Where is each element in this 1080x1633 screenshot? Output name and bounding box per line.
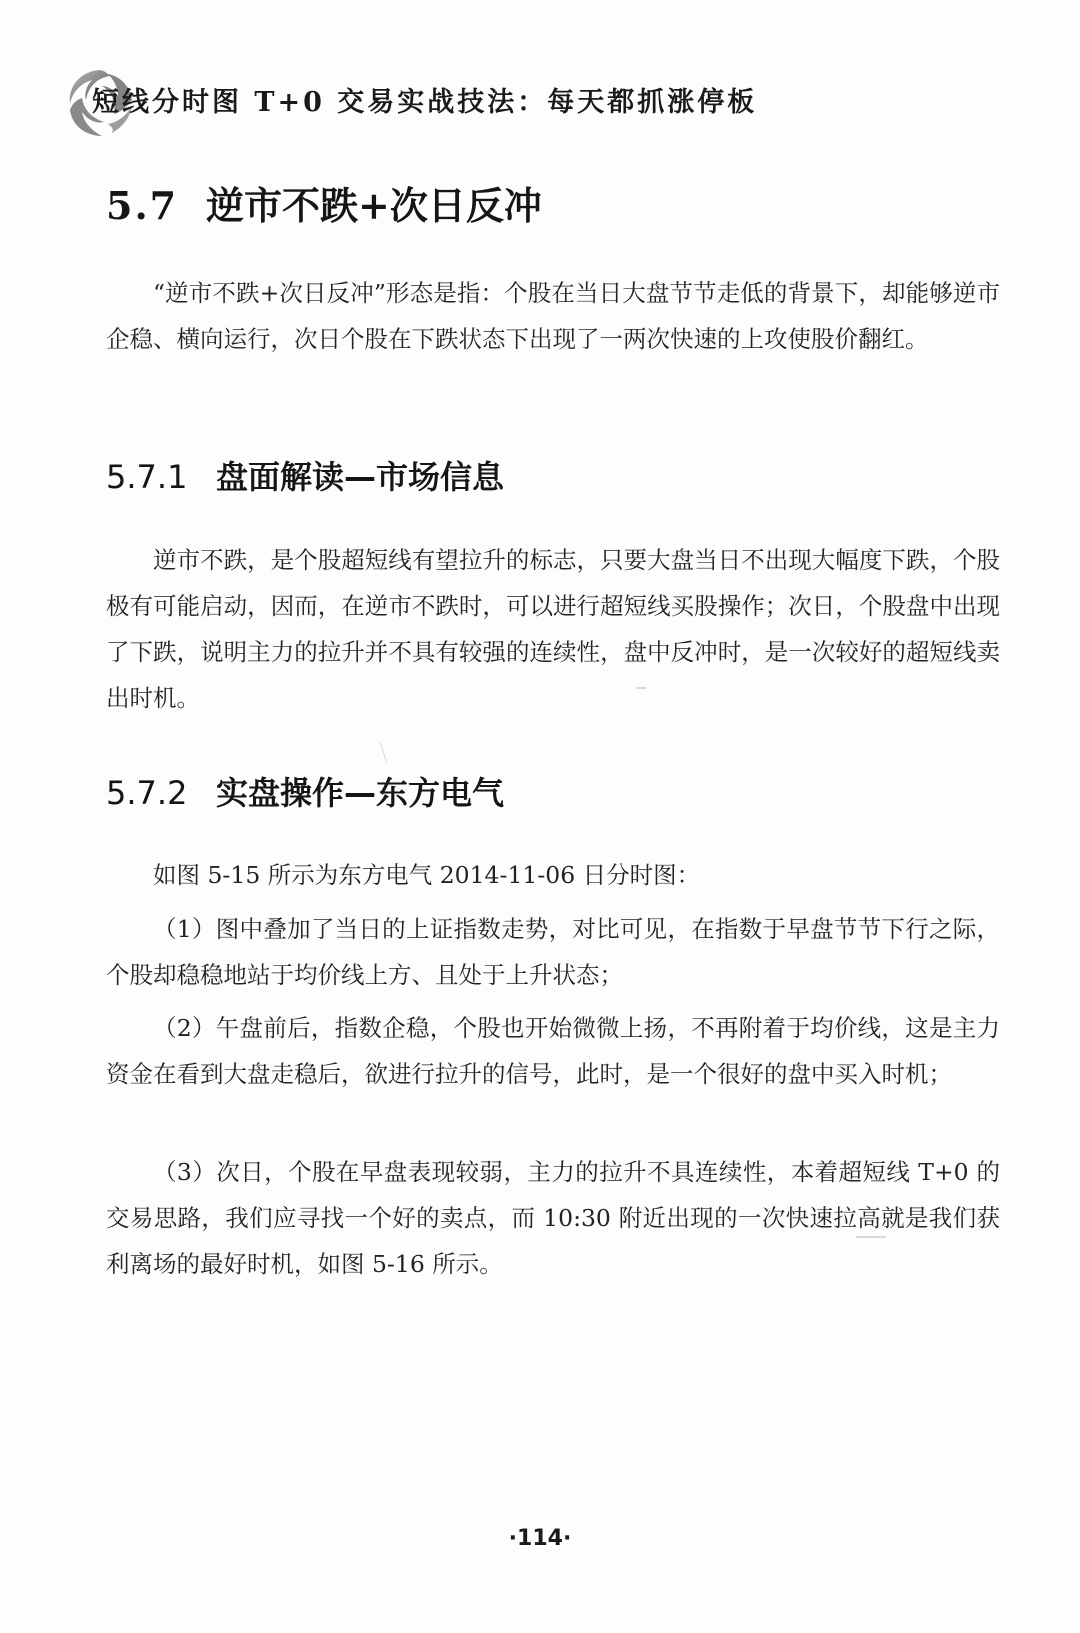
section-intro-paragraph: “逆市不跌+次日反冲”形态是指：个股在当日大盘节节走低的背景下，却能够逆市企稳、横向运行，次日个股在下跌状态下出现了一两次快速的上攻使股价翻红。	[106, 279, 1000, 353]
scan-speck	[380, 742, 388, 763]
book-title: 短线分时图 T+0 交易实战技法：每天都抓涨停板	[92, 87, 758, 118]
subsection-title: 实盘操作—东方电气	[216, 774, 505, 812]
subsection-heading-2	[106, 768, 504, 814]
section-number: 5.7	[106, 183, 179, 228]
scan-speck	[856, 1236, 886, 1238]
running-header	[62, 66, 822, 146]
body-paragraph: 逆市不跌，是个股超短线有望拉升的标志，只要大盘当日不出现大幅度下跌，个股极有可能启动，因而，在逆市不跌时，可以进行超短线买股操作；次日，个股盘中出现了下跌，说明主力的拉升并不具有较强的连续性，盘中反冲时，是一次较好的超短线卖出时机。	[106, 546, 1000, 712]
scan-speck	[636, 687, 646, 689]
subsection-title: 盘面解读—市场信息	[216, 458, 505, 496]
body-paragraph: （3）次日，个股在早盘表现较弱，主力的拉升不具连续性，本着超短线 T+0 的交易思路，我们应寻找一个好的卖点，而 10:30 附近出现的一次快速拉高就是我们获利离场的最好时机，如图 5-16 所示。	[106, 1158, 1000, 1278]
body-paragraph: 如图 5-15 所示为东方电气 2014-11-06 日分时图：	[153, 861, 701, 889]
subsection-heading-1	[106, 452, 504, 498]
section-heading	[106, 175, 542, 230]
page-number: ·114·	[508, 1526, 572, 1551]
body-paragraph: （1）图中叠加了当日的上证指数走势，对比可见，在指数于早盘节节下行之际，个股却稳稳地站于均价线上方、且处于上升状态；	[106, 915, 1000, 989]
subsection-number: 5.7.2	[106, 774, 188, 812]
subsection-number: 5.7.1	[106, 458, 188, 496]
body-paragraph: （2）午盘前后，指数企稳，个股也开始微微上扬，不再附着于均价线，这是主力资金在看到大盘走稳后，欲进行拉升的信号，此时，是一个很好的盘中买入时机；	[106, 1014, 1000, 1088]
section-title: 逆市不跌+次日反冲	[206, 183, 542, 228]
